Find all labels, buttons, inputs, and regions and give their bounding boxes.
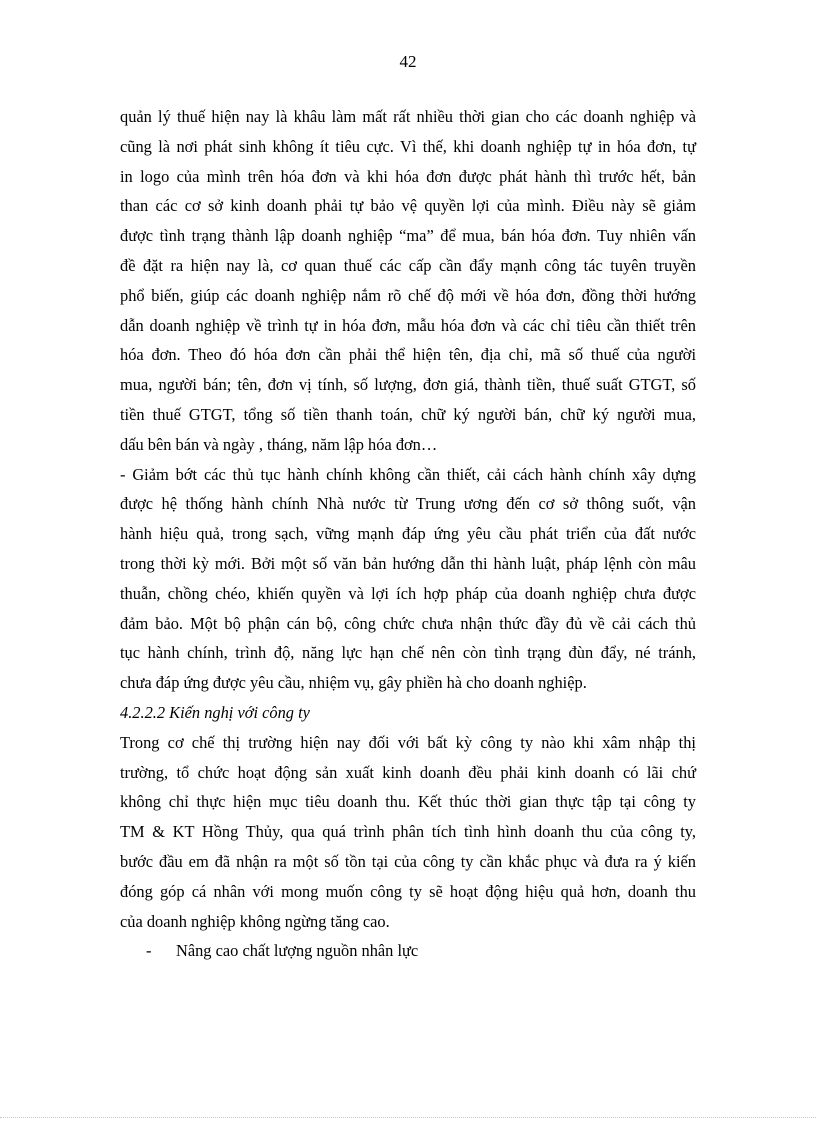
text-line: phổ biến, giúp các doanh nghiệp nắm rõ chế độ mới về hóa đơn, đồng thời hướng	[120, 285, 696, 305]
text-line: dẫn doanh nghiệp về trình tự in hóa đơn, mẫu hóa đơn và các chỉ tiêu cần thiết trên	[120, 315, 696, 335]
text-line: trường, tổ chức hoạt động sản xuất kinh doanh đều phải kinh doanh có lãi chứ	[120, 762, 696, 782]
text-line: - Giảm bớt các thủ tục hành chính không cần thiết, cải cách hành chính xây dựng	[120, 464, 696, 484]
page-content	[120, 102, 696, 966]
text-line: hành hiệu quả, trong sạch, vững mạnh đáp ứng yêu cầu phát triển của đất nước	[120, 524, 696, 544]
text-line: đảm bảo. Một bộ phận cán bộ, công chức chưa nhận thức đầy đủ về cải cách thủ	[120, 613, 696, 633]
text-line: chưa đáp ứng được yêu cầu, nhiệm vụ, gây phiền hà cho doanh nghiệp.	[120, 673, 587, 693]
text-line: được hệ thống hành chính Nhà nước từ Trung ương đến cơ sở thông suốt, vận	[120, 494, 696, 514]
paragraph-administrative-reform	[120, 460, 696, 698]
text-line: bước đầu em đã nhận ra một số tồn tại của công ty cần khắc phục và đưa ra ý kiến	[120, 851, 696, 871]
bullet-item	[120, 936, 696, 966]
paragraph-invoice-management	[120, 102, 696, 460]
text-line: cũng là nơi phát sinh không ít tiêu cực. Vì thế, khi doanh nghiệp tự in hóa đơn, tự	[120, 136, 696, 156]
text-line: không chỉ thực hiện mục tiêu doanh thu. Kết thúc thời gian thực tập tại công ty	[120, 792, 696, 812]
text-line: mua, người bán; tên, đơn vị tính, số lượng, đơn giá, thành tiền, thuế suất GTGT, số	[120, 375, 696, 395]
text-line: Trong cơ chế thị trường hiện nay đối với bất kỳ công ty nào khi xâm nhập thị	[120, 732, 696, 752]
text-line: in logo của mình trên hóa đơn và khi hóa đơn được phát hành thì trước hết, bản	[120, 166, 696, 186]
text-line: than các cơ sở kinh doanh phải tự bảo vệ quyền lợi của mình. Điều này sẽ giảm	[120, 196, 696, 216]
text-line: dấu bên bán và ngày , tháng, năm lập hóa đơn…	[120, 434, 438, 454]
page-number: 42	[399, 52, 417, 71]
text-line: TM & KT Hồng Thủy, qua quá trình phân tích tình hình doanh thu của công ty,	[120, 822, 696, 842]
page-bottom-rule	[0, 1117, 816, 1118]
text-line: đóng góp cá nhân với mong muốn công ty sẽ hoạt động hiệu quả hơn, doanh thu	[120, 881, 696, 901]
text-line: tiền thuế GTGT, tổng số tiền thanh toán, chữ ký người bán, chữ ký người mua,	[120, 404, 696, 424]
bullet-text: Nâng cao chất lượng nguồn nhân lực	[176, 941, 419, 961]
text-line: đề đặt ra hiện nay là, cơ quan thuế các cấp cần đẩy mạnh công tác tuyên truyền	[120, 255, 696, 275]
section-heading: 4.2.2.2 Kiến nghị với công ty	[120, 702, 310, 722]
bullet-dash: -	[146, 941, 152, 961]
text-line: hóa đơn. Theo đó hóa đơn cần phải thể hiện tên, địa chỉ, mã số thuế của người	[120, 345, 696, 365]
text-line: được tình trạng thành lập doanh nghiệp “ma” để mua, bán hóa đơn. Tuy nhiên vấn	[120, 226, 696, 246]
text-line: quản lý thuế hiện nay là khâu làm mất rất nhiều thời gian cho các doanh nghiệp và	[120, 107, 696, 126]
text-line: của doanh nghiệp không ngừng tăng cao.	[120, 911, 390, 931]
text-line: trong thời kỳ mới. Bởi một số văn bản hướng dẫn thi hành luật, pháp lệnh còn mâu	[120, 553, 696, 573]
paragraph-company-recommendations	[120, 728, 696, 937]
text-line: thuẫn, chồng chéo, khiến quyền và lợi ích hợp pháp của doanh nghiệp chưa được	[120, 583, 696, 603]
text-line: tục hành chính, trình độ, năng lực hạn chế nên còn tình trạng đùn đẩy, né tránh,	[120, 643, 696, 663]
